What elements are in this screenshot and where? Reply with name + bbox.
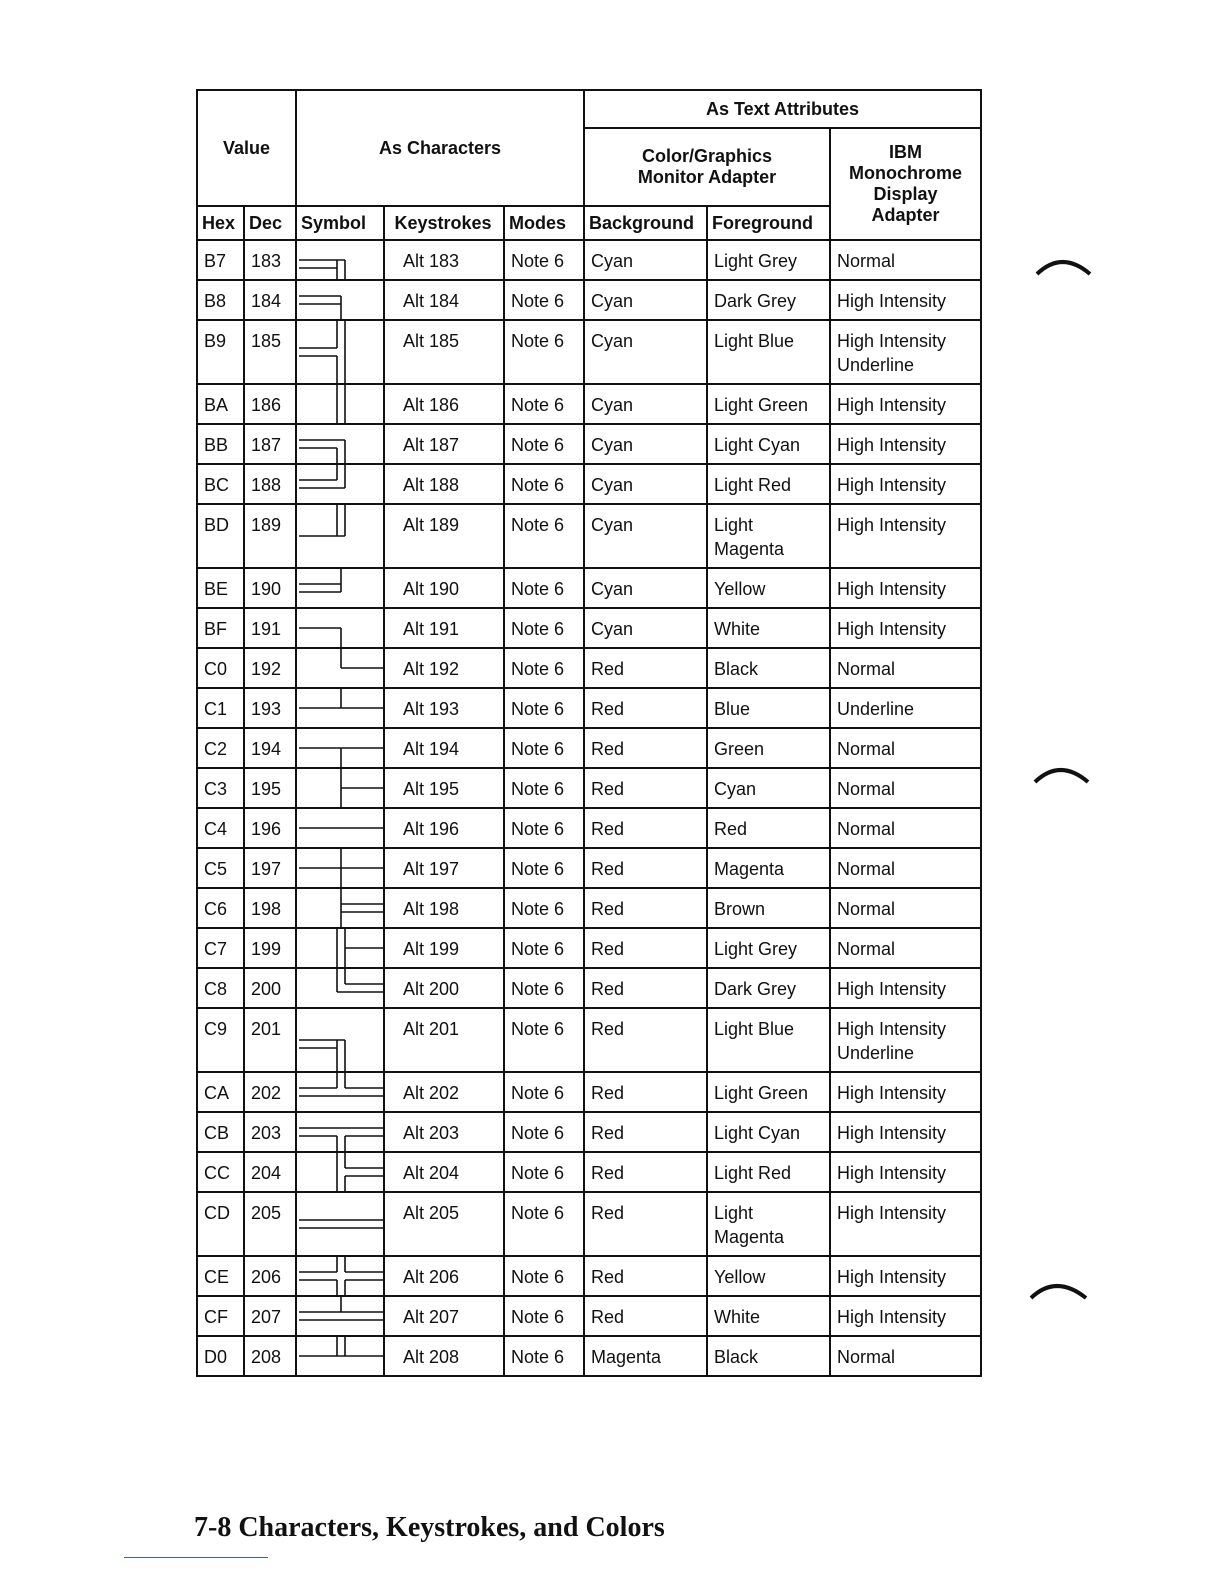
background-cell: Red [584, 1152, 707, 1192]
keystrokes-header: Keystrokes [384, 206, 504, 240]
mono-cell: High Intensity [830, 280, 981, 320]
box-drawing-glyph [297, 689, 384, 727]
table-row [197, 888, 981, 928]
hex-cell: C8 [197, 968, 244, 1008]
mono-cell: High Intensity [830, 424, 981, 464]
table-row [197, 1256, 981, 1296]
keystrokes-cell: Alt 202 [384, 1072, 504, 1112]
dec-cell: 183 [244, 240, 296, 280]
dec-cell: 203 [244, 1112, 296, 1152]
hex-cell: BC [197, 464, 244, 504]
foreground-cell: Light Grey [707, 928, 830, 968]
modes-cell: Note 6 [504, 240, 584, 280]
foreground-cell: Red [707, 808, 830, 848]
box-drawing-symbol-icon [296, 808, 384, 848]
box-drawing-symbol-icon [296, 608, 384, 648]
table-row [197, 688, 981, 728]
modes-cell: Note 6 [504, 1296, 584, 1336]
box-drawing-symbol-icon [296, 648, 384, 688]
mono-cell: High Intensity [830, 1072, 981, 1112]
box-drawing-symbol-icon [296, 384, 384, 424]
keystrokes-cell: Alt 193 [384, 688, 504, 728]
table-row [197, 608, 981, 648]
box-drawing-symbol-icon [296, 768, 384, 808]
background-cell: Red [584, 768, 707, 808]
modes-cell: Note 6 [504, 1336, 584, 1376]
foreground-cell: Light Cyan [707, 1112, 830, 1152]
dec-cell: 199 [244, 928, 296, 968]
box-drawing-glyph [297, 649, 384, 687]
table-row [197, 728, 981, 768]
color-graphics-header: Color/Graphics Monitor Adapter [584, 128, 830, 206]
dec-cell: 192 [244, 648, 296, 688]
modes-cell: Note 6 [504, 1008, 584, 1072]
box-drawing-symbol-icon [296, 968, 384, 1008]
box-drawing-symbol-icon [296, 1192, 384, 1256]
dec-cell: 195 [244, 768, 296, 808]
background-cell: Cyan [584, 424, 707, 464]
modes-cell: Note 6 [504, 808, 584, 848]
background-cell: Red [584, 1256, 707, 1296]
keystrokes-cell: Alt 186 [384, 384, 504, 424]
background-cell: Cyan [584, 464, 707, 504]
background-cell: Cyan [584, 384, 707, 424]
modes-cell: Note 6 [504, 1152, 584, 1192]
dec-cell: 193 [244, 688, 296, 728]
box-drawing-symbol-icon [296, 888, 384, 928]
keystrokes-cell: Alt 188 [384, 464, 504, 504]
hex-cell: BA [197, 384, 244, 424]
box-drawing-glyph [297, 1297, 384, 1335]
box-drawing-symbol-icon [296, 688, 384, 728]
dec-cell: 207 [244, 1296, 296, 1336]
foreground-cell: Yellow [707, 1256, 830, 1296]
mono-cell: Normal [830, 848, 981, 888]
box-drawing-glyph [297, 809, 384, 847]
hex-cell: CF [197, 1296, 244, 1336]
modes-cell: Note 6 [504, 464, 584, 504]
table-row [197, 1152, 981, 1192]
as-text-attributes-header: As Text Attributes [584, 90, 981, 128]
hex-cell: BE [197, 568, 244, 608]
keystrokes-cell: Alt 190 [384, 568, 504, 608]
table-row [197, 808, 981, 848]
mono-cell: High Intensity [830, 1256, 981, 1296]
mono-cell: High Intensity [830, 1192, 981, 1256]
box-drawing-glyph [297, 729, 384, 767]
background-cell: Cyan [584, 608, 707, 648]
box-drawing-glyph [297, 1153, 384, 1191]
as-characters-header: As Characters [296, 90, 584, 206]
keystrokes-cell: Alt 197 [384, 848, 504, 888]
modes-cell: Note 6 [504, 728, 584, 768]
table-row [197, 320, 981, 384]
mono-cell: Underline [830, 688, 981, 728]
box-drawing-symbol-icon [296, 1072, 384, 1112]
hex-cell: C4 [197, 808, 244, 848]
foreground-cell: Green [707, 728, 830, 768]
mono-cell: High Intensity Underline [830, 1008, 981, 1072]
margin-arc-mark [1034, 250, 1094, 280]
background-cell: Magenta [584, 1336, 707, 1376]
table-row [197, 768, 981, 808]
modes-cell: Note 6 [504, 280, 584, 320]
keystrokes-cell: Alt 189 [384, 504, 504, 568]
keystrokes-cell: Alt 206 [384, 1256, 504, 1296]
page-footer-title: 7-8 Characters, Keystrokes, and Colors [194, 1512, 665, 1543]
background-cell: Red [584, 1296, 707, 1336]
keystrokes-cell: Alt 208 [384, 1336, 504, 1376]
hex-cell: BD [197, 504, 244, 568]
box-drawing-glyph [297, 969, 384, 1007]
background-cell: Red [584, 1008, 707, 1072]
modes-cell: Note 6 [504, 608, 584, 648]
dec-cell: 189 [244, 504, 296, 568]
box-drawing-symbol-icon [296, 504, 384, 568]
table-row [197, 648, 981, 688]
hex-cell: CB [197, 1112, 244, 1152]
box-drawing-symbol-icon [296, 1008, 384, 1072]
dec-cell: 206 [244, 1256, 296, 1296]
box-drawing-symbol-icon [296, 928, 384, 968]
foreground-cell: Dark Grey [707, 968, 830, 1008]
hex-cell: D0 [197, 1336, 244, 1376]
modes-cell: Note 6 [504, 1072, 584, 1112]
margin-arc-mark [1028, 1274, 1090, 1304]
table-row [197, 928, 981, 968]
hex-cell: BB [197, 424, 244, 464]
box-drawing-symbol-icon [296, 464, 384, 504]
dec-header: Dec [244, 206, 296, 240]
foreground-cell: Light Green [707, 384, 830, 424]
foreground-cell: Blue [707, 688, 830, 728]
table-row [197, 424, 981, 464]
keystrokes-cell: Alt 187 [384, 424, 504, 464]
modes-cell: Note 6 [504, 424, 584, 464]
foreground-cell: Brown [707, 888, 830, 928]
hex-cell: C0 [197, 648, 244, 688]
table-row [197, 848, 981, 888]
modes-header: Modes [504, 206, 584, 240]
mono-cell: High Intensity [830, 1112, 981, 1152]
box-drawing-glyph [297, 1113, 384, 1151]
box-drawing-glyph [297, 609, 384, 647]
background-cell: Cyan [584, 280, 707, 320]
background-cell: Red [584, 888, 707, 928]
modes-cell: Note 6 [504, 848, 584, 888]
dec-cell: 191 [244, 608, 296, 648]
margin-arc-mark [1032, 758, 1092, 788]
background-cell: Cyan [584, 568, 707, 608]
keystrokes-cell: Alt 184 [384, 280, 504, 320]
hex-cell: CD [197, 1192, 244, 1256]
mono-cell: High Intensity [830, 1152, 981, 1192]
modes-cell: Note 6 [504, 320, 584, 384]
box-drawing-symbol-icon [296, 1256, 384, 1296]
modes-cell: Note 6 [504, 1256, 584, 1296]
background-cell: Red [584, 1112, 707, 1152]
symbol-header: Symbol [296, 206, 384, 240]
foreground-cell: Light Blue [707, 1008, 830, 1072]
box-drawing-glyph [297, 1257, 384, 1295]
table-row [197, 1296, 981, 1336]
keystrokes-cell: Alt 195 [384, 768, 504, 808]
hex-cell: B8 [197, 280, 244, 320]
background-cell: Cyan [584, 240, 707, 280]
box-drawing-glyph [297, 1337, 384, 1375]
hex-cell: CC [197, 1152, 244, 1192]
table-row [197, 1192, 981, 1256]
mono-cell: High Intensity [830, 968, 981, 1008]
keystrokes-cell: Alt 196 [384, 808, 504, 848]
box-drawing-glyph [297, 929, 384, 967]
keystrokes-cell: Alt 201 [384, 1008, 504, 1072]
box-drawing-symbol-icon [296, 424, 384, 464]
keystrokes-cell: Alt 205 [384, 1192, 504, 1256]
hex-cell: B7 [197, 240, 244, 280]
foreground-cell: Light Red [707, 1152, 830, 1192]
box-drawing-symbol-icon [296, 848, 384, 888]
foreground-header: Foreground [707, 206, 830, 240]
foreground-cell: Cyan [707, 768, 830, 808]
foreground-cell: Light Grey [707, 240, 830, 280]
mono-cell: Normal [830, 888, 981, 928]
box-drawing-glyph [297, 1009, 384, 1071]
background-cell: Cyan [584, 504, 707, 568]
background-cell: Red [584, 928, 707, 968]
table-row [197, 568, 981, 608]
mono-cell: High Intensity [830, 464, 981, 504]
table-row [197, 504, 981, 568]
box-drawing-glyph [297, 465, 384, 503]
background-cell: Red [584, 808, 707, 848]
value-header: Value [197, 90, 296, 206]
modes-cell: Note 6 [504, 1112, 584, 1152]
foreground-cell: Light Red [707, 464, 830, 504]
modes-cell: Note 6 [504, 504, 584, 568]
keystrokes-cell: Alt 183 [384, 240, 504, 280]
box-drawing-symbol-icon [296, 240, 384, 280]
dec-cell: 184 [244, 280, 296, 320]
table-row [197, 464, 981, 504]
background-cell: Red [584, 1072, 707, 1112]
modes-cell: Note 6 [504, 688, 584, 728]
foreground-cell: White [707, 608, 830, 648]
mono-cell: High Intensity Underline [830, 320, 981, 384]
dec-cell: 202 [244, 1072, 296, 1112]
mono-cell: High Intensity [830, 504, 981, 568]
foreground-cell: Light Cyan [707, 424, 830, 464]
keystrokes-cell: Alt 185 [384, 320, 504, 384]
dec-cell: 188 [244, 464, 296, 504]
modes-cell: Note 6 [504, 928, 584, 968]
keystrokes-cell: Alt 207 [384, 1296, 504, 1336]
table-row [197, 240, 981, 280]
table-row [197, 1112, 981, 1152]
background-cell: Red [584, 848, 707, 888]
dec-cell: 190 [244, 568, 296, 608]
hex-cell: B9 [197, 320, 244, 384]
footer-rule [124, 1557, 268, 1558]
dec-cell: 197 [244, 848, 296, 888]
dec-cell: 185 [244, 320, 296, 384]
box-drawing-symbol-icon [296, 1112, 384, 1152]
mono-cell: High Intensity [830, 384, 981, 424]
dec-cell: 196 [244, 808, 296, 848]
hex-cell: C7 [197, 928, 244, 968]
foreground-cell: Yellow [707, 568, 830, 608]
hex-cell: C5 [197, 848, 244, 888]
dec-cell: 200 [244, 968, 296, 1008]
mono-cell: Normal [830, 1336, 981, 1376]
keystrokes-cell: Alt 199 [384, 928, 504, 968]
modes-cell: Note 6 [504, 1192, 584, 1256]
dec-cell: 204 [244, 1152, 296, 1192]
background-cell: Red [584, 728, 707, 768]
mono-cell: Normal [830, 240, 981, 280]
mono-cell: High Intensity [830, 1296, 981, 1336]
mono-cell: High Intensity [830, 568, 981, 608]
hex-cell: C1 [197, 688, 244, 728]
keystrokes-cell: Alt 198 [384, 888, 504, 928]
mono-cell: Normal [830, 928, 981, 968]
box-drawing-glyph [297, 241, 384, 279]
background-cell: Red [584, 968, 707, 1008]
hex-cell: C3 [197, 768, 244, 808]
hex-cell: CE [197, 1256, 244, 1296]
dec-cell: 194 [244, 728, 296, 768]
box-drawing-glyph [297, 849, 384, 887]
table-row [197, 1072, 981, 1112]
keystrokes-cell: Alt 194 [384, 728, 504, 768]
foreground-cell: Light Blue [707, 320, 830, 384]
dec-cell: 208 [244, 1336, 296, 1376]
foreground-cell: Light Magenta [707, 504, 830, 568]
foreground-cell: White [707, 1296, 830, 1336]
table-row [197, 968, 981, 1008]
background-cell: Cyan [584, 320, 707, 384]
table-row [197, 1336, 981, 1376]
box-drawing-symbol-icon [296, 568, 384, 608]
foreground-cell: Light Magenta [707, 1192, 830, 1256]
box-drawing-glyph [297, 1193, 384, 1255]
keystrokes-cell: Alt 191 [384, 608, 504, 648]
hex-cell: BF [197, 608, 244, 648]
hex-header: Hex [197, 206, 244, 240]
foreground-cell: Light Green [707, 1072, 830, 1112]
modes-cell: Note 6 [504, 648, 584, 688]
keystrokes-cell: Alt 203 [384, 1112, 504, 1152]
mono-cell: Normal [830, 648, 981, 688]
table-row [197, 384, 981, 424]
table-row [197, 280, 981, 320]
box-drawing-glyph [297, 889, 384, 927]
box-drawing-glyph [297, 1073, 384, 1111]
box-drawing-glyph [297, 425, 384, 463]
dec-cell: 205 [244, 1192, 296, 1256]
box-drawing-glyph [297, 321, 384, 383]
hex-cell: C2 [197, 728, 244, 768]
modes-cell: Note 6 [504, 568, 584, 608]
dec-cell: 198 [244, 888, 296, 928]
hex-cell: CA [197, 1072, 244, 1112]
ibm-mono-header: IBM Monochrome Display Adapter [830, 128, 981, 240]
modes-cell: Note 6 [504, 888, 584, 928]
box-drawing-glyph [297, 505, 384, 567]
dec-cell: 186 [244, 384, 296, 424]
character-attribute-table [196, 89, 982, 1377]
foreground-cell: Magenta [707, 848, 830, 888]
mono-cell: Normal [830, 728, 981, 768]
hex-cell: C9 [197, 1008, 244, 1072]
box-drawing-symbol-icon [296, 1296, 384, 1336]
modes-cell: Note 6 [504, 968, 584, 1008]
box-drawing-symbol-icon [296, 320, 384, 384]
background-cell: Red [584, 688, 707, 728]
box-drawing-symbol-icon [296, 1336, 384, 1376]
box-drawing-glyph [297, 569, 384, 607]
background-cell: Red [584, 1192, 707, 1256]
box-drawing-symbol-icon [296, 728, 384, 768]
box-drawing-glyph [297, 385, 384, 423]
box-drawing-glyph [297, 769, 384, 807]
foreground-cell: Black [707, 1336, 830, 1376]
mono-cell: High Intensity [830, 608, 981, 648]
mono-cell: Normal [830, 768, 981, 808]
mono-cell: Normal [830, 808, 981, 848]
background-cell: Red [584, 648, 707, 688]
foreground-cell: Black [707, 648, 830, 688]
hex-cell: C6 [197, 888, 244, 928]
keystrokes-cell: Alt 200 [384, 968, 504, 1008]
dec-cell: 187 [244, 424, 296, 464]
keystrokes-cell: Alt 192 [384, 648, 504, 688]
foreground-cell: Dark Grey [707, 280, 830, 320]
box-drawing-symbol-icon [296, 280, 384, 320]
table-row [197, 1008, 981, 1072]
keystrokes-cell: Alt 204 [384, 1152, 504, 1192]
background-header: Background [584, 206, 707, 240]
box-drawing-glyph [297, 281, 384, 319]
box-drawing-symbol-icon [296, 1152, 384, 1192]
dec-cell: 201 [244, 1008, 296, 1072]
modes-cell: Note 6 [504, 768, 584, 808]
modes-cell: Note 6 [504, 384, 584, 424]
